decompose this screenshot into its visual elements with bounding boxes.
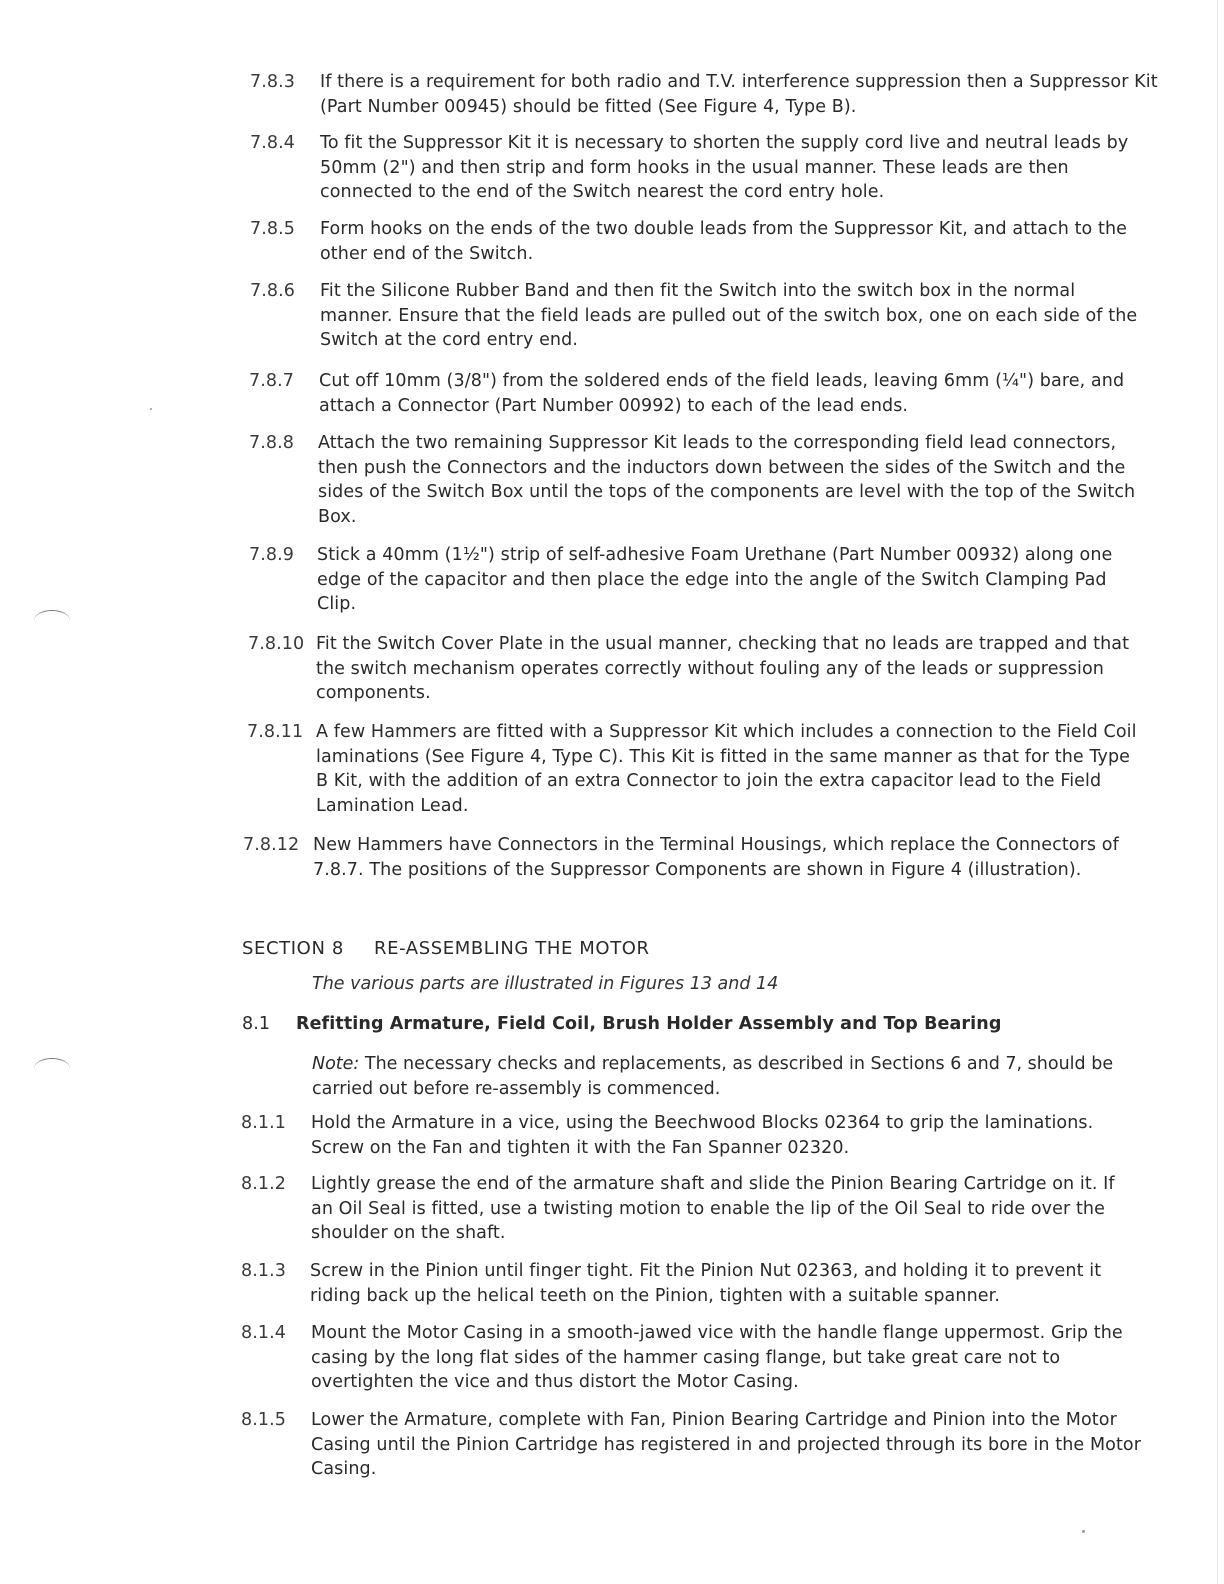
paragraph-number: 7.8.4 [250, 133, 296, 153]
paragraph-number: 7.8.8 [249, 433, 295, 453]
subsection-heading [242, 1014, 1001, 1034]
paragraph-text: To fit the Suppressor Kit it is necessary to shorten the supply cord live and neutral leads by 50mm (2") and then strip and form hooks in the usual manner. These leads are then connected to the end of the Switch nearest the cord entry hole. [320, 133, 1129, 202]
paragraph-number: 7.8.6 [250, 281, 296, 301]
paragraph-number: 7.8.9 [249, 545, 295, 565]
section-title: RE-ASSEMBLING THE MOTOR [374, 938, 650, 959]
section-heading [242, 938, 650, 959]
paragraph-number: 7.8.11 [247, 722, 304, 742]
punch-hole-mark [34, 610, 70, 631]
scan-edge-shadow [1217, 0, 1218, 1584]
note-text: The necessary checks and replacements, as described in Sections 6 and 7, should be carried out before re-assembly is commenced. [312, 1054, 1114, 1099]
paragraph-text: Hold the Armature in a vice, using the Beechwood Blocks 02364 to grip the laminations. Screw on the Fan and tighten it with the Fan Spanner 02320. [311, 1113, 1094, 1158]
subsection-number: 8.1 [242, 1014, 271, 1034]
paragraph-text: Screw in the Pinion until finger tight. Fit the Pinion Nut 02363, and holding it to prevent it riding back up the helical teeth on the Pinion, tighten with a suitable spanner. [310, 1261, 1102, 1306]
paragraph-text: Stick a 40mm (1½") strip of self-adhesive Foam Urethane (Part Number 00932) along one edge of the capacitor and then place the edge into the angle of the Switch Clamping Pad Clip. [317, 545, 1113, 614]
paragraph-number: 7.8.7 [249, 371, 295, 391]
section-subtitle: The various parts are illustrated in Figures 13 and 14 [312, 974, 779, 994]
paragraph-text: Form hooks on the ends of the two double leads from the Suppressor Kit, and attach to the other end of the Switch. [320, 219, 1128, 264]
paragraph-text: New Hammers have Connectors in the Terminal Housings, which replace the Connectors of 7.8.7. The positions of the Suppressor Components are shown in Figure 4 (illustration). [313, 835, 1119, 880]
paragraph-text: Fit the Switch Cover Plate in the usual manner, checking that no leads are trapped and that the switch mechanism operates correctly without fouling any of the leads or suppression components. [316, 634, 1130, 703]
scan-speck [1082, 1530, 1085, 1533]
subsection-title: Refitting Armature, Field Coil, Brush Holder Assembly and Top Bearing [296, 1014, 1002, 1034]
paragraph-text: If there is a requirement for both radio and T.V. interference suppression then a Suppressor Kit (Part Number 00945) should be fitted (See Figure 4, Type B). [320, 72, 1158, 117]
note-paragraph [312, 1052, 1142, 1101]
paragraph-text: A few Hammers are fitted with a Suppressor Kit which includes a connection to the Field Coil laminations (See Figure 4, Type C). This Kit is fitted in the same manner as that for the Type B Kit, with the addition of an extra Connector to join the extra capacitor lead to the Field Lamination Lead. [316, 722, 1137, 816]
punch-hole-mark [34, 1058, 70, 1079]
scan-speck [150, 408, 152, 410]
paragraph-number: 7.8.3 [250, 72, 296, 92]
paragraph-text: Fit the Silicone Rubber Band and then fit the Switch into the switch box in the normal manner. Ensure that the field leads are pulled out of the switch box, one on each side of the Switch at the cord entry end. [320, 281, 1138, 350]
paragraph-number: 8.1.3 [241, 1261, 287, 1281]
paragraph-number: 7.8.5 [250, 219, 296, 239]
paragraph-number: 8.1.4 [241, 1323, 287, 1343]
paragraph-number: 7.8.12 [243, 835, 300, 855]
paragraph-number: 7.8.10 [248, 634, 305, 654]
paragraph-text: Lightly grease the end of the armature shaft and slide the Pinion Bearing Cartridge on it. If an Oil Seal is fitted, use a twisting motion to enable the lip of the Oil Seal to ride over the shoulder on the shaft. [311, 1174, 1115, 1243]
paragraph-text: Lower the Armature, complete with Fan, Pinion Bearing Cartridge and Pinion into the Motor Casing until the Pinion Cartridge has registered in and projected through its bore in the Motor Casing. [311, 1410, 1142, 1479]
paragraph-number: 8.1.5 [241, 1410, 287, 1430]
section-number: SECTION 8 [242, 938, 344, 959]
paragraph-text: Cut off 10mm (3/8") from the soldered ends of the field leads, leaving 6mm (¼") bare, and attach a Connector (Part Number 00992) to each of the lead ends. [319, 371, 1125, 416]
paragraph-text: Attach the two remaining Suppressor Kit leads to the corresponding field lead connectors, then push the Connectors and the inductors down between the sides of the Switch and the sides of the Switch Box until the tops of the components are level with the top of the Switch Box. [318, 433, 1136, 527]
note-label: Note: [312, 1054, 360, 1074]
paragraph-text: Mount the Motor Casing in a smooth-jawed vice with the handle flange uppermost. Grip the casing by the long flat sides of the hammer casing flange, but take great care not to overtighten the vice and thus distort the Motor Casing. [311, 1323, 1123, 1392]
paragraph-number: 8.1.1 [241, 1113, 287, 1133]
paragraph-number: 8.1.2 [241, 1174, 287, 1194]
